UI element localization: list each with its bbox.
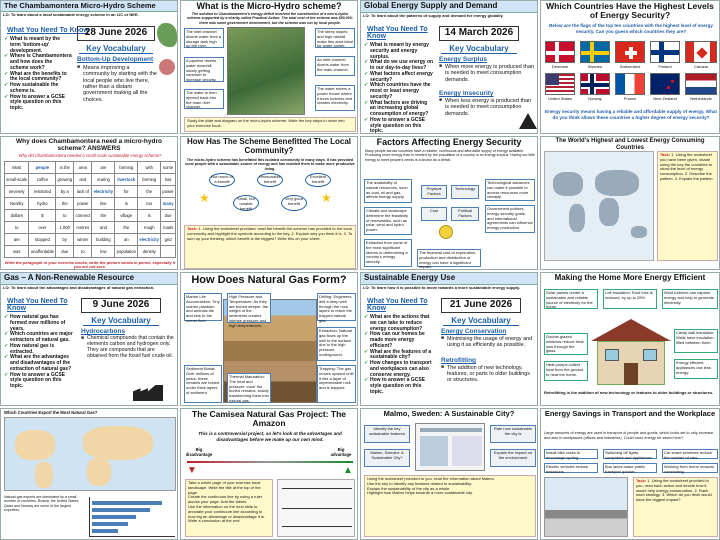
country-label: United States [547,96,572,101]
footer-note: Retrofitting is the addition of new technology or features to older buildings or structures. [544,390,714,395]
grid-word: density [138,246,161,258]
wyntk-item: ✓ Which countries have the most or least energy security? [364,83,434,100]
benefit-star-icon: ★ [199,191,210,205]
grid-word: farming [115,162,138,174]
definition-title: Bottom-Up Development [77,56,154,63]
formation-step: Thermal Maturation: The heat and pressure 'cook' the buried remains, slowly transforming them into natural gas. [227,373,271,403]
grid-word: by a [56,186,74,198]
grid-word: to [5,222,29,234]
grid-word: roads [161,222,176,234]
grid-word: unaffordable [29,246,56,258]
wyntk-heading: What You Need To Know [367,26,428,40]
grid-word: connect [74,210,92,222]
key-vocab-heading: Key Vocabulary [83,316,159,326]
slide-global-energy[interactable] [360,0,538,134]
slide-title: The World's Highest and Lowest Energy Consuming Countries [541,137,719,152]
grid-word: some [161,162,176,174]
flag-france [615,73,645,95]
wyntk-list [364,315,436,396]
country-label: New Zealand [653,96,677,101]
task-box [633,477,718,537]
home-feature: Cavity wall insulation: Walls have insulation filled between them. [674,329,718,353]
slide-micro-hydro[interactable] [180,0,358,134]
slide-chambamontera[interactable] [0,0,178,134]
grid-word: by [56,234,74,246]
grid-word: to [56,210,74,222]
slide-benefits[interactable] [180,136,358,270]
word-grid [4,161,176,258]
footer-question: Energy security means having a reliable and affordable supply of energy. What do you think allows these countries a higher degree of energy security? [545,109,717,120]
big-disadvantage-label: Big disadvantage [185,447,213,457]
slide-title: How Does Natural Gas Form? [181,273,357,287]
factor-box: Extracted from some of the most significant factors in determining a country's energy security. [364,239,412,267]
grid-word: area [74,162,92,174]
wyntk-item: ✓ What do we use energy on in our day-to-day lives? [364,60,434,72]
slide-world-consumption[interactable] [540,136,720,270]
wyntk-heading: What You Need To Know [367,298,428,312]
intro-text: Many people across countries have a reliable, continuous and affordable supply of energy available. Producing more energy than is needed by the population of a country is an energy surplus. Having too little energy to meet people's needs is a known as a deficit. [365,149,535,162]
home-feature: Double-glazed windows reduce heat loss through the glass. [544,333,588,355]
intro-text: Large amounts of energy are used in transport of people and goods, which looks set to only increase, and also in workplaces (offices and industries). Could more energy be saved here? [544,431,715,440]
key-vocab-heading: Key Vocabulary [79,44,153,54]
task-list [185,479,273,537]
map-thumbnail [157,23,177,47]
definition-text: ■ Means improving a community by starting with the local people who live there, rather than a distant government making all the choices. [77,65,157,103]
slide-title: Which Countries Have the Highest Levels of Energy Security? [541,1,719,22]
grid-word: electricity [92,186,115,198]
world-map [4,417,176,491]
wyntk-item: ✓ How to answer a GCSE style question on this topic. [4,373,76,390]
step-box: The steep slopes and high rainfall make this area ideal for water power. [315,28,355,48]
task-box [184,225,356,269]
saving-label: Bus lanes make public transport quicker. [603,463,657,473]
grid-word: Most [5,162,29,174]
slide-why-chambamontera[interactable] [0,136,178,270]
grid-word: people [29,162,56,174]
benefit-node: Very good benefit [281,195,307,211]
malmo-node: Explain the impact on the environment [490,449,536,467]
slide-title: How Has The Scheme Benefitted The Local Community? [181,137,357,157]
grid-word: lack of [74,186,92,198]
wyntk-item: ✓ How to answer a GCSE style question on this topic. [364,378,436,395]
grid-word: growing [56,174,74,186]
grid-word: coffee [29,174,56,186]
thumbs-up-icon: ▲ [343,465,353,476]
grid-word: restricted [29,186,56,198]
wyntk-item: ✓ How to answer a GCSE style question on this topic. [364,118,434,135]
definition-title: Energy Surplus [439,56,488,63]
grid-word: are [5,234,29,246]
slide-sustainable-energy[interactable] [360,272,538,406]
grid-word [161,246,176,258]
grid-word: in the [56,162,74,174]
flag-netherlands [685,73,717,95]
factor-box: The financial cost of exploration, production and distribution of energy can have a significant impact. [417,249,481,267]
definition-text: ■ The addition of new technology, features, or parts to older buildings or structures. [441,365,535,384]
slide-factors[interactable] [360,136,538,270]
country-label: Sweden [587,64,603,69]
grid-word: small-scale [5,174,29,186]
definition-title: Energy Conservation [441,328,507,335]
worksheet-thumbnail [277,479,355,537]
grid-word: grid [161,234,176,246]
home-feature: Heat pumps collect heat from the ground to heat the home. [544,361,588,381]
learning-objective: LO: To learn about the advantages and disadvantages of natural gas extraction. [1,285,177,290]
date-box: 14 March 2026 [439,26,519,41]
factor-box: Climate and landscape determine the feasibility of renewables, such as solar, wind and hydro power. [364,207,412,235]
continuum-line [187,461,353,463]
flag-canada [685,41,717,63]
wyntk-list [364,43,434,135]
formation-step: Sediment Burial: Over millions of years, these remains are buried under thick layers of sediment. [184,365,222,403]
country-label: Switzerland [619,64,641,69]
exports-text: Natural gas exports are dominated by a small number of countries. Russia, the United States, Qatar and Norway are some of the largest exporters. [4,495,80,512]
flag-new-zealand [650,73,680,95]
world-map [544,151,654,261]
grid-word: the [92,210,115,222]
definition-text: ■ When more energy is produced than is needed to meet consumption demands. [439,64,535,83]
country-label: Norway [588,96,602,101]
grid-word: building [92,234,115,246]
task-title: Task: [187,226,198,231]
grid-word: are [92,162,115,174]
slide-title: Sustainable Energy Use [361,273,537,285]
step-box: The water is then ejected back into the main river channel. [184,89,224,109]
factor-box: The availability of natural resources, such as coal, oil and gas, affects energy supply. [364,179,412,203]
home-feature: Wind turbines can capture energy and help to generate electricity. [662,289,718,309]
saving-label: Electric vehicles reduce emissions. [544,463,598,473]
street-illustration [544,477,628,537]
slide-home-efficiency[interactable] [540,272,720,406]
task-step: Write a conclusion at the end. [188,518,241,524]
task-box [657,151,718,261]
grid-word: with [138,162,161,174]
key-vocab-heading: Key Vocabulary [443,316,519,326]
slide-title: What is the Micro-Hydro scheme? [181,1,357,13]
grid-word: over [29,222,56,234]
flag-sweden [580,41,610,63]
grid-word: to [74,246,92,258]
benefit-node: Not much of a benefit [209,173,235,187]
grid-word: is [115,198,138,210]
definition-title: Hydrocarbons [81,328,126,335]
slide-gas[interactable] [0,272,178,406]
big-advantage-label: Big advantage [330,447,352,457]
wyntk-item: ✓ What factors are driving an increasing global consumption of energy? [364,101,434,118]
slide-title: Energy Savings in Transport and the Workplace [541,409,719,419]
task-step: Highlight how Malmo helps towards a more sustainable city. [367,490,473,496]
definition-title: Energy Insecurity [439,90,494,97]
hands-icon [159,59,175,75]
malmo-node: Malmo, Sweden: A Sustainable City? [364,449,410,467]
task-title: Task: [660,152,671,157]
grid-word: power [161,186,176,198]
learning-objective: LO: To learn how it is possible to move towards a more sustainable energy supply. [361,285,537,290]
date-box: 28 June 2026 [77,26,155,41]
grid-word: the [138,186,161,198]
task-list [364,475,536,537]
formation-step: Trapping: The gas moves upward until it hits a layer of impermeable rock and is trapped. [317,365,356,403]
task-step: Take a whole page of your exercise book landscape. Write the title at the top of the page. [188,480,261,495]
wyntk-item: ✓ How natural gas is extracted. [4,344,76,356]
grid-word: farming [138,174,161,186]
step-box: A pipeline diverts water downhill, slowly getting narrower to increase velocity. [184,57,224,82]
country-label: France [623,96,637,101]
task-step: Create the continuum line by using a ruler across your page. Add the labels. [188,494,263,505]
factor-center: Physical Factors [421,185,447,199]
slide-title: The Camisea Natural Gas Project: The Amazon [181,409,357,430]
slide-transport-workplace[interactable] [540,408,720,540]
grid-word: winter [74,234,92,246]
footer-instruction: Write the paragraph in your exercise books, write the picture words in pencil, especially if you are not sure. [4,260,176,270]
wyntk-item: ✓ What are the advantages and disadvantages of the extraction of natural gas? [4,355,76,372]
benefit-star-icon: ★ [321,191,332,205]
slide-title: Gas – A Non-Renewable Resource [1,273,177,285]
wyntk-list [4,37,72,112]
malmo-node: Rate how sustainable the city is [490,425,536,443]
grid-word: livestock [115,174,138,186]
home-feature: Loft insulation: Roof loss is reduced, by up to 25%. [603,289,657,309]
definition-text: ■ When less energy is produced than is needed to meet consumption demands. [439,98,535,117]
benefit-node: Small, but notable benefit [233,195,259,211]
saving-label: Switching off lights, computers and appliances. [603,449,657,459]
formation-step: Marine Life Accumulation: Tiny marine plankton and animals die and sink to the ocean floor. [184,293,222,321]
task-step: Use the key to identify any features related to sustainability. [367,480,473,486]
grid-word: metres [74,222,92,234]
plug-icon [519,113,537,129]
date-box: 9 June 2026 [81,298,161,313]
wyntk-item: ✓ What are the actions that we can take to reduce energy consumption? [364,315,436,332]
learning-objective: LO: To learn about the patterns of supply and demand for energy globally. [361,13,537,18]
subtitle: Below are the flags of the top ten countries with the highest level of energy security. Can you guess which countries they are? [549,23,713,34]
slide-malmo[interactable] [360,408,538,540]
factory-icon [133,385,163,401]
intro-text: The micro-hydro scheme has benefitted this isolated community in many ways. It has provided local people with a sustainable source of energy and has enabled them to make more productive living. [185,158,355,171]
grid-word: village [115,210,138,222]
grid-word: severely [5,186,29,198]
factor-center: Political Factors [451,207,479,221]
saving-label: Working from home reduces commuting. [662,463,718,473]
key-vocab-heading: Key Vocabulary [441,44,517,54]
country-label: Denmark [551,64,569,69]
saving-label: Install bike racks to encourage cycling. [544,449,598,459]
subtitle: Why did Chambamontera needed a small-scale sustainable energy scheme? [18,153,162,158]
slide-title: Why does Chambamontera need a micro-hydro scheme? ANSWERS [1,137,177,153]
step-box: An inlet channel diverts water from the main channel. [315,56,355,76]
task-title: Task: [636,478,647,483]
saving-label: Car share schemes reduce the number of cars. [662,449,718,459]
factor-box: Government policies, energy security goals, and international agreements can influence energy production. [485,205,535,233]
task-step: Using the worksheet provided to you, read the information about Malmo. [367,476,495,481]
grid-word: 1,000 [56,222,74,234]
grid-word: the [115,222,138,234]
formation-step: High Pressure and Temperature: As they are buried deeper, the weight of the sediments creates intense pressure and high temperatures. [227,293,271,323]
grid-word: dollars [5,210,29,222]
slide-title: Making the Home More Energy Efficient [541,273,719,284]
definition-text: ■ Chemical compounds that contain the elements carbon and hydrogen only. They are compounds that are obtained from the fossil fuel crude oil. [81,336,175,360]
wyntk-item: ✓ How sustainable the scheme is. [4,83,72,95]
task-text: 1. Using the worksheet provided, read the benefit the scheme has provided to the local community and highlight the symbols according to the key. 2. Explain why you think it is. 3. To sum up your thinking, which benefit is the biggest? Write this on your sheet. [187,226,353,241]
wyntk-list [4,315,76,390]
definition-text: ■ Minimising the usage of energy and using it as efficiently as possible. [441,336,535,348]
country-label: Netherlands [690,96,712,101]
grid-word: the [56,198,74,210]
step-box: The inlet channel diverts water from a storage tank high up the river. [184,28,224,48]
grid-word: low [92,246,115,258]
wyntk-item: ✓ What is meant by energy security and energy surplus. [364,43,434,60]
flag-denmark [545,41,575,63]
slide-title: The Chambamontera Micro-Hydro Scheme [1,1,177,12]
wyntk-item: ✓ How can our homes be made more energy efficient? [364,332,436,349]
grid-word: has [161,174,176,186]
grid-word: $ [29,210,56,222]
wyntk-item: ✓ Which countries are major extractors of natural gas. [4,332,76,344]
flag-united-states [545,73,575,95]
flag-norway [580,73,610,95]
factor-center: Cost [421,207,447,221]
wyntk-item: ✓ What are the features of a sustainable city? [364,350,436,362]
formation-step: Extraction: Natural gas flows up the well to the surface due to the high pressure underground. [317,327,356,361]
intro-text: This is a controversial project, so let's look at the advantages and disadvantages before we make up our own mind. [198,431,342,442]
grid-word: for [115,186,138,198]
slide-flags[interactable] [540,0,720,134]
grid-word: Nearby [5,198,29,210]
factor-box: Technological advances can make it possible to access resources more cheaply. [485,179,535,201]
wyntk-item: ✓ What is meant by the term 'bottom-up' development. [4,37,72,54]
wyntk-item: ✓ How changes to transport and workplaces can also conserve energy. [364,361,436,378]
country-label: Finland [658,64,672,69]
wyntk-item: ✓ Where is Chambamontera and how does the scheme work? [4,54,72,71]
grid-word: rearing [92,174,115,186]
grid-word: electricity [138,234,161,246]
slide-title: Factors Affecting Energy Security [361,137,537,149]
country-label: Canada [693,64,708,69]
flag-switzerland [615,41,645,63]
grid-word: due [56,246,74,258]
slide-title: Global Energy Supply and Demand [361,1,537,13]
learning-objective: LO: To learn about a local sustainable energy scheme in an LIC or NEE. [1,12,177,17]
thumbs-down-icon: ▼ [187,465,197,476]
slide-title: Malmo, Sweden: A Sustainable City? [361,409,537,419]
formation-step: Drilling: Engineers drill a deep well through the rock layers to reach the trapped natural gas. [317,293,356,321]
slide-title: Which Countries Export the Most Natural Gas? [4,410,98,415]
grid-word: due [161,210,176,222]
benefit-node: Excellent benefit [305,173,331,187]
exports-bar-chart [89,497,175,537]
grid-word: population [115,246,138,258]
grid-word: many [161,198,176,210]
house-illustration [591,319,671,385]
grid-word: too [138,198,161,210]
lightbulb-icon [439,225,453,239]
step-box: The water enters a power house where it turns turbines and creates electricity. [315,85,355,111]
grid-word: power [74,198,92,210]
flag-finland [650,41,680,63]
malmo-node: Identify the key sustainable features [364,425,410,443]
grid-word: an [115,234,138,246]
task-step: Use the information on the next slide to annotate your continuum line according to how big an advantage or disadvantage it is. [188,503,265,519]
task-text: 1. Using the worksheet you have been given, shade using the key the countries to show the level of energy consumption. 2. Describe the pattern. 3. Explain the pattern. [660,152,714,181]
factor-center: Technology [451,185,479,199]
grid-word: was [5,246,29,258]
home-feature: Solar panels create a sustainable and reliable source of electricity for the home. [544,289,598,309]
wyntk-item: ✓ How natural gas has formed over millions of years. [4,315,76,332]
wyntk-heading: What You Need To Know [7,27,89,34]
intro-text: The solution to Chambamontera's energy deficit involved the construction of a micro-hydro scheme supported by a charity called Practical Action. The total cost of the scheme was $50,000; there was some government involvement, but the scheme was run by local people. [187,12,353,25]
grid-word: line [92,198,115,210]
task-step: Explain the sustainability of the city as a whole. [367,485,451,491]
river-photo [227,27,305,115]
grid-word: and [74,174,92,186]
wyntk-heading: What You Need To Know [7,298,68,312]
definition-title: Retrofitting [441,357,477,364]
grid-word: hydro [29,198,56,210]
grid-word: rough [138,222,161,234]
task-text: 1. Using the worksheet provided to you, read each action and decide how it would help energy conservation. 2. Rank each strategy. 3. Which do you think would have the biggest impact? [636,478,712,503]
slide-gas-formation[interactable] [180,272,358,406]
grid-word: and [92,222,115,234]
home-feature: Energy efficient appliances use less energy. [674,359,718,379]
wyntk-item: ✓ What are the benefits to the local community? [4,72,72,84]
slide-gas-exports[interactable] [0,408,178,540]
slide-camisea[interactable] [180,408,358,540]
task-footer: Study the slide and diagram on the micro-hydro scheme. Write the key steps in order into your exercise book. [184,117,356,132]
date-box: 21 June 2026 [441,298,521,313]
grid-word: is [138,210,161,222]
wyntk-item: ✓ How to answer a GCSE style question on this topic. [4,95,72,112]
benefit-node: Reasonable benefit [257,173,283,187]
wyntk-item: ✓ What factors affect energy security? [364,72,434,84]
grid-word: stopped [29,234,56,246]
malmo-worksheet [415,423,485,471]
